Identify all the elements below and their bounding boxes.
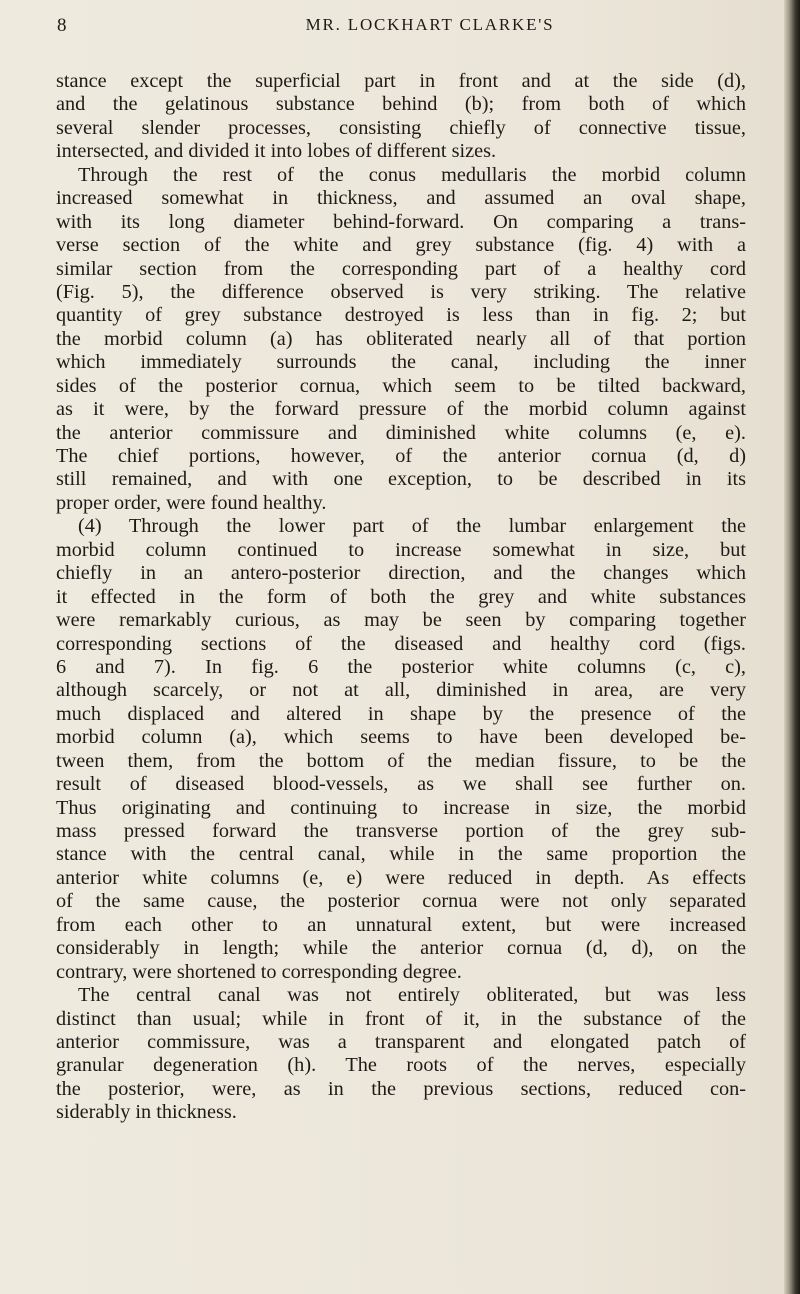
text-line: distinct than usual; while in front of it, in the substance of the [56,1007,746,1030]
text-line: verse section of the white and grey substance (fig. 4) with a [56,234,746,257]
text-line: the morbid column (a) has obliterated nearly all of that portion [56,327,746,350]
text-line: contrary, were shortened to corresponding degree. [56,960,462,983]
page-header [57,10,767,40]
text-line: from each other to an unnatural extent, but were increased [56,913,746,936]
text-line: with its long diameter behind-forward. On comparing a trans- [56,210,746,233]
text-line: the posterior, were, as in the previous sections, reduced con- [56,1077,746,1100]
text-line: anterior commissure, was a transparent and elongated patch of [56,1030,746,1053]
text-line: although scarcely, or not at all, diminished in area, are very [56,679,746,702]
text-line: Through the rest of the conus medullaris the morbid column [78,163,746,186]
text-line: The central canal was not entirely obliterated, but was less [78,984,746,1007]
text-line: 6 and 7). In fig. 6 the posterior white columns (c, c), [56,655,746,678]
text-line: considerably in length; while the anterior cornua (d, d), on the [56,937,746,960]
text-line: mass pressed forward the transverse portion of the grey sub- [56,820,746,842]
text-line: morbid column continued to increase somewhat in size, but [56,538,746,561]
text-line: intersected, and divided it into lobes of different sizes. [56,140,497,163]
text-line: tween them, from the bottom of the median fissure, to be the [56,749,746,772]
text-line: Thus originating and continuing to increase in size, the morbid [56,796,746,819]
text-line: chiefly in an antero-posterior direction, and the changes which [56,562,746,585]
page-binding-edge [784,0,800,1294]
text-line: which immediately surrounds the canal, including the inner [56,351,746,374]
text-line: stance with the central canal, while in the same proportion the [56,843,746,866]
text-line: it effected in the form of both the grey and white substances [56,585,746,608]
text-line: still remained, and with one exception, to be described in its [56,468,746,491]
text-line: much displaced and altered in shape by the presence of the [56,702,746,725]
text-line: morbid column (a), which seems to have been developed be- [56,726,746,749]
text-line: similar section from the corresponding part of a healthy cord [56,257,746,280]
page-number: 8 [57,15,67,36]
text-line: quantity of grey substance destroyed is less than in fig. 2; but [56,304,746,327]
text-line: corresponding sections of the diseased and healthy cord (figs. [56,632,746,655]
text-line: (Fig. 5), the difference observed is very striking. The relative [56,280,746,303]
text-line: siderably in thickness. [56,1101,237,1124]
text-line: increased somewhat in thickness, and assumed an oval shape, [56,187,746,210]
text-line: were remarkably curious, as may be seen by comparing together [56,609,746,632]
text-line: the anterior commissure and diminished white columns (e, e). [56,421,746,444]
text-line: anterior white columns (e, e) were reduced in depth. As effects [56,866,746,889]
text-line: proper order, were found healthy. [56,491,327,514]
text-line: and the gelatinous substance behind (b); from both of which [56,93,746,116]
body-text [56,70,746,1125]
text-line: stance except the superficial part in front and at the side (d), [56,70,746,92]
text-line: sides of the posterior cornua, which seem to be tilted backward, [56,374,746,397]
running-head: MR. LOCKHART CLARKE'S [305,15,555,34]
text-line: result of diseased blood-vessels, as we shall see further on. [56,773,746,796]
text-line: as it were, by the forward pressure of the morbid column against [56,398,746,421]
text-line: of the same cause, the posterior cornua were not only separated [56,890,746,913]
text-line: (4) Through the lower part of the lumbar enlargement the [78,515,746,538]
text-line: granular degeneration (h). The roots of the nerves, especially [56,1054,746,1077]
text-line: several slender processes, consisting chiefly of connective tissue, [56,116,746,139]
text-line: The chief portions, however, of the anterior cornua (d, d) [56,445,746,467]
